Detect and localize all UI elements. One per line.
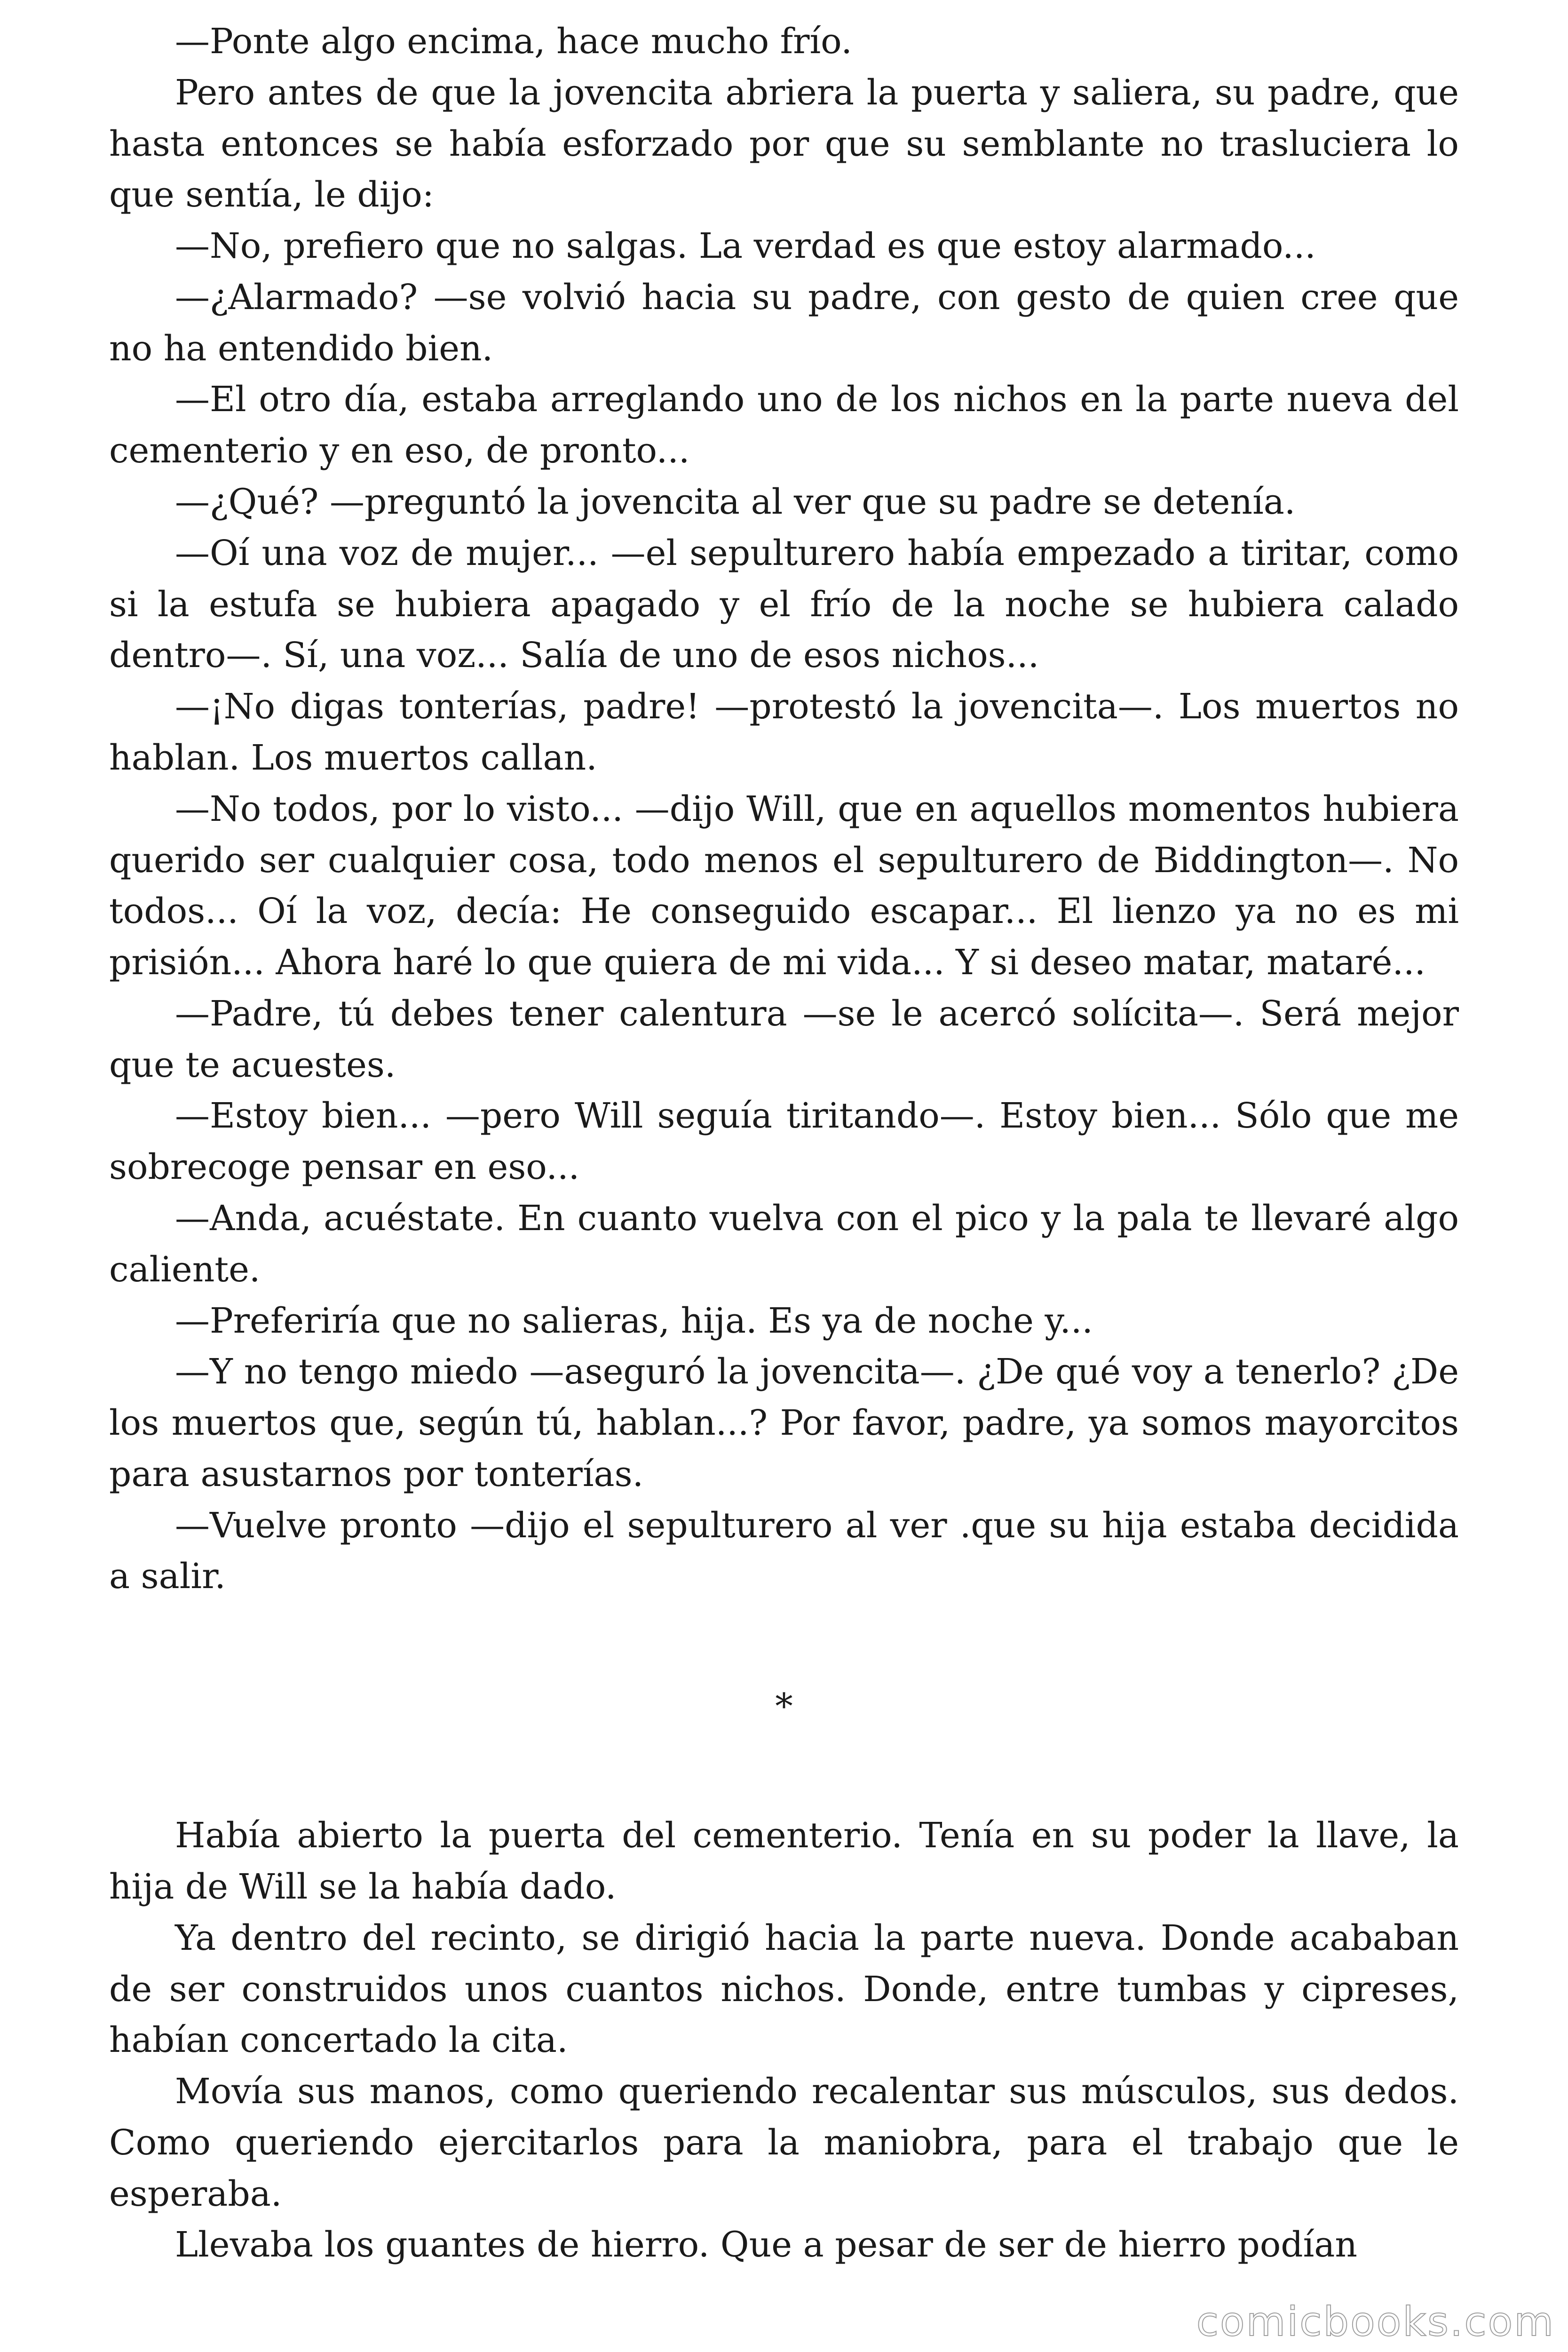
- paragraph: —Ponte algo encima, hace mucho frío.: [175, 21, 852, 62]
- paragraph: —¡No digas tonterías, padre! —protestó la jovencita—. Los muertos no hablan. Los muertos callan.: [109, 686, 1459, 778]
- paragraph: —No, prefiero que no salgas. La verdad es que estoy alarmado...: [175, 226, 1316, 267]
- paragraph: Había abierto la puerta del cementerio. Tenía en su poder la llave, la hija de Will se la había dado.: [109, 1815, 1459, 1907]
- paragraph: —Preferiría que no salieras, hija. Es ya de noche y...: [175, 1300, 1093, 1341]
- paragraph: —El otro día, estaba arreglando uno de los nichos en la parte nueva del cementerio y en eso, de pronto...: [109, 379, 1459, 471]
- paragraph: —Estoy bien... —pero Will seguía tiritando—. Estoy bien... Sólo que me sobrecoge pensar en eso...: [109, 1096, 1459, 1188]
- text-block-before-break: [109, 16, 1459, 1602]
- paragraph: —Oí una voz de mujer... —el sepulturero había empezado a tiritar, como si la estufa se hubiera apagado y el frío de la noche se hubiera calado dentro—. Sí, una voz... Salía de uno de esos nichos...: [109, 532, 1459, 676]
- section-break-asterisk: *: [775, 1685, 793, 1727]
- paragraph: —¿Qué? —preguntó la jovencita al ver que su padre se detenía.: [175, 482, 1296, 523]
- watermark: comicbooks.com: [1196, 2298, 1555, 2345]
- paragraph: Pero antes de que la jovencita abriera la puerta y saliera, su padre, que hasta entonces se había esforzado por que su semblante no trasluciera lo que sentía, le dijo:: [109, 72, 1459, 215]
- book-page: [109, 16, 1459, 2271]
- paragraph: Movía sus manos, como queriendo recalentar sus músculos, sus dedos. Como queriendo ejercitarlos para la maniobra, para el trabajo que le esperaba.: [109, 2071, 1459, 2214]
- paragraph: —¿Alarmado? —se volvió hacia su padre, con gesto de quien cree que no ha entendido bien.: [109, 277, 1459, 369]
- paragraph: —Padre, tú debes tener calentura —se le acercó solícita—. Será mejor que te acuestes.: [109, 993, 1459, 1085]
- paragraph: Llevaba los guantes de hierro. Que a pesar de ser de hierro podían: [175, 2225, 1358, 2265]
- paragraph: Ya dentro del recinto, se dirigió hacia la parte nueva. Donde acababan de ser construidos unos cuantos nichos. Donde, entre tumbas y cipreses, habían concertado la cita.: [109, 1917, 1459, 2061]
- text-block-after-break: [109, 1810, 1459, 2271]
- paragraph: —Vuelve pronto —dijo el sepulturero al ver .que su hija estaba decidida a salir.: [109, 1505, 1459, 1597]
- paragraph: —Anda, acuéstate. En cuanto vuelva con el pico y la pala te llevaré algo caliente.: [109, 1198, 1459, 1290]
- paragraph: —No todos, por lo visto... —dijo Will, que en aquellos momentos hubiera querido ser cualquier cosa, todo menos el sepulturero de Biddington—. No todos... Oí la voz, decía: He conseguido escapar... El lienzo ya no es mi prisión... Ahora haré lo que quiera de mi vida... Y si deseo matar, mataré...: [109, 788, 1459, 983]
- paragraph: —Y no tengo miedo —aseguró la jovencita—. ¿De qué voy a tenerlo? ¿De los muertos que, según tú, hablan...? Por favor, padre, ya somos mayorcitos para asustarnos por tonterías.: [109, 1351, 1459, 1494]
